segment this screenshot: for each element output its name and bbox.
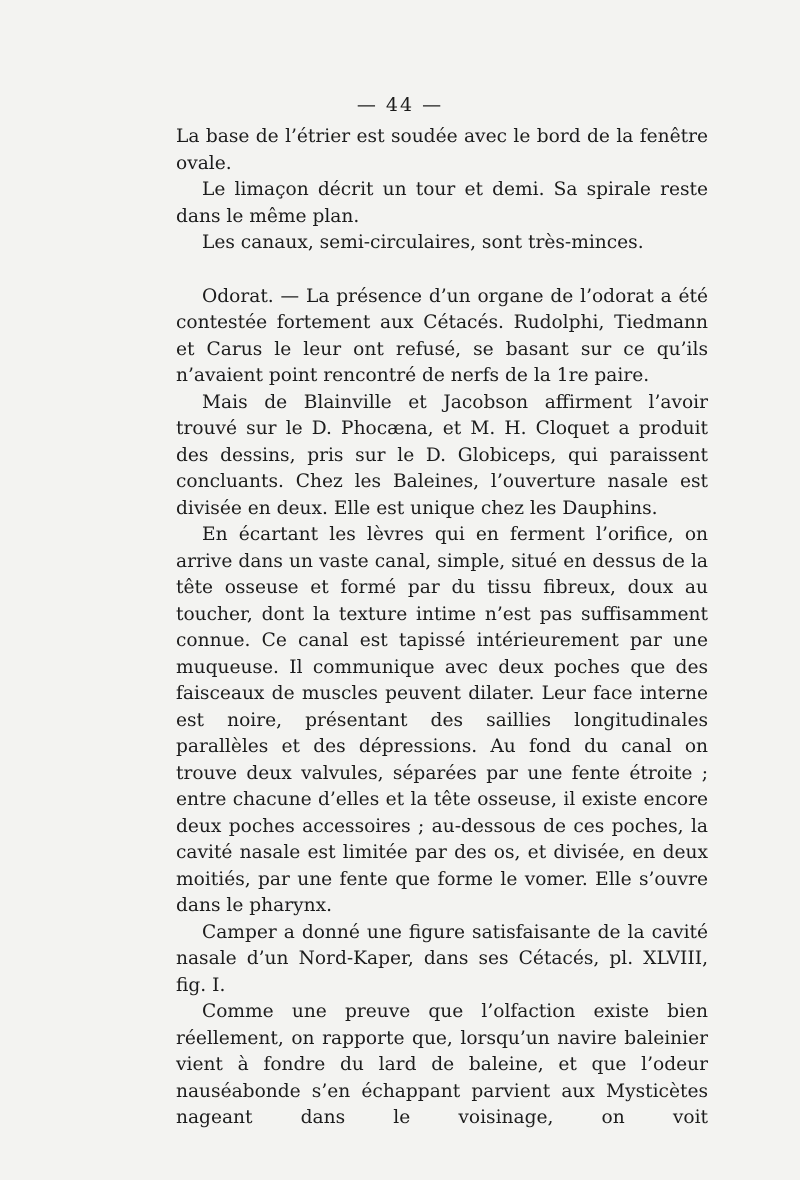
paragraph-odorat: Odorat. — La présence d’un organe de l’odorat a été contestée fortement aux Cétacés. Rudolphi, Tiedmann et Carus le leur ont refusé, se basant sur ce qu’ils n’avaient point rencontré de nerfs de la 1re paire. bbox=[176, 285, 708, 386]
paragraph-olfaction: Comme une preuve que l’olfaction existe bien réellement, on rapporte que, lorsqu’un navire baleinier vient à fondre du lard de baleine, et que l’odeur nauséabonde s’en échappant parvient aux Mysticètes nageant dans le voisinage, on voit bbox=[176, 1001, 708, 1128]
paragraph-blainville: Mais de Blainville et Jacobson affirment l’avoir trouvé sur le D. Phocæna, et M. H. Cloquet a produit des dessins, pris sur le D. Globiceps, qui paraissent concluants. Chez les Baleines, l’ouverture nasale est divisée en deux. Elle est unique chez les Dauphins. bbox=[176, 391, 708, 519]
page-number: — 44 — bbox=[356, 94, 444, 116]
body-text bbox=[176, 124, 708, 1132]
paragraph-camper: Camper a donné une figure satisfaisante de la cavité nasale d’un Nord-Kaper, dans ses Cétacés, pl. XLVIII, fig. I. bbox=[176, 921, 708, 996]
paragraph-limacon: Le limaçon décrit un tour et demi. Sa spirale reste dans le même plan. bbox=[176, 179, 708, 227]
paragraph-canal-nasal: En écartant les lèvres qui en ferment l’orifice, on arrive dans un vaste canal, simple, situé en dessus de la tête osseuse et formé par du tissu fibreux, doux au toucher, dont la texture intime n’est pas suffisamment connue. Ce canal est tapissé intérieurement par une muqueuse. Il communique avec deux poches que des faisceaux de muscles peuvent dilater. Leur face interne est noire, présentant des saillies longitudinales parallèles et des dépressions. Au fond du canal on trouve deux valvules, séparées par une fente étroite ; entre chacune d’elles et la tête osseuse, il existe encore deux poches accessoires ; au-dessous de ces poches, la cavité nasale est limitée par des os, et divisée, en deux moitiés, par une fente que forme le vomer. Elle s’ouvre dans le pharynx. bbox=[176, 524, 708, 916]
paragraph-etrier: La base de l’étrier est soudée avec le bord de la fenêtre ovale. bbox=[176, 126, 708, 174]
paragraph-canaux: Les canaux, semi-circulaires, sont très-minces. bbox=[202, 232, 644, 253]
